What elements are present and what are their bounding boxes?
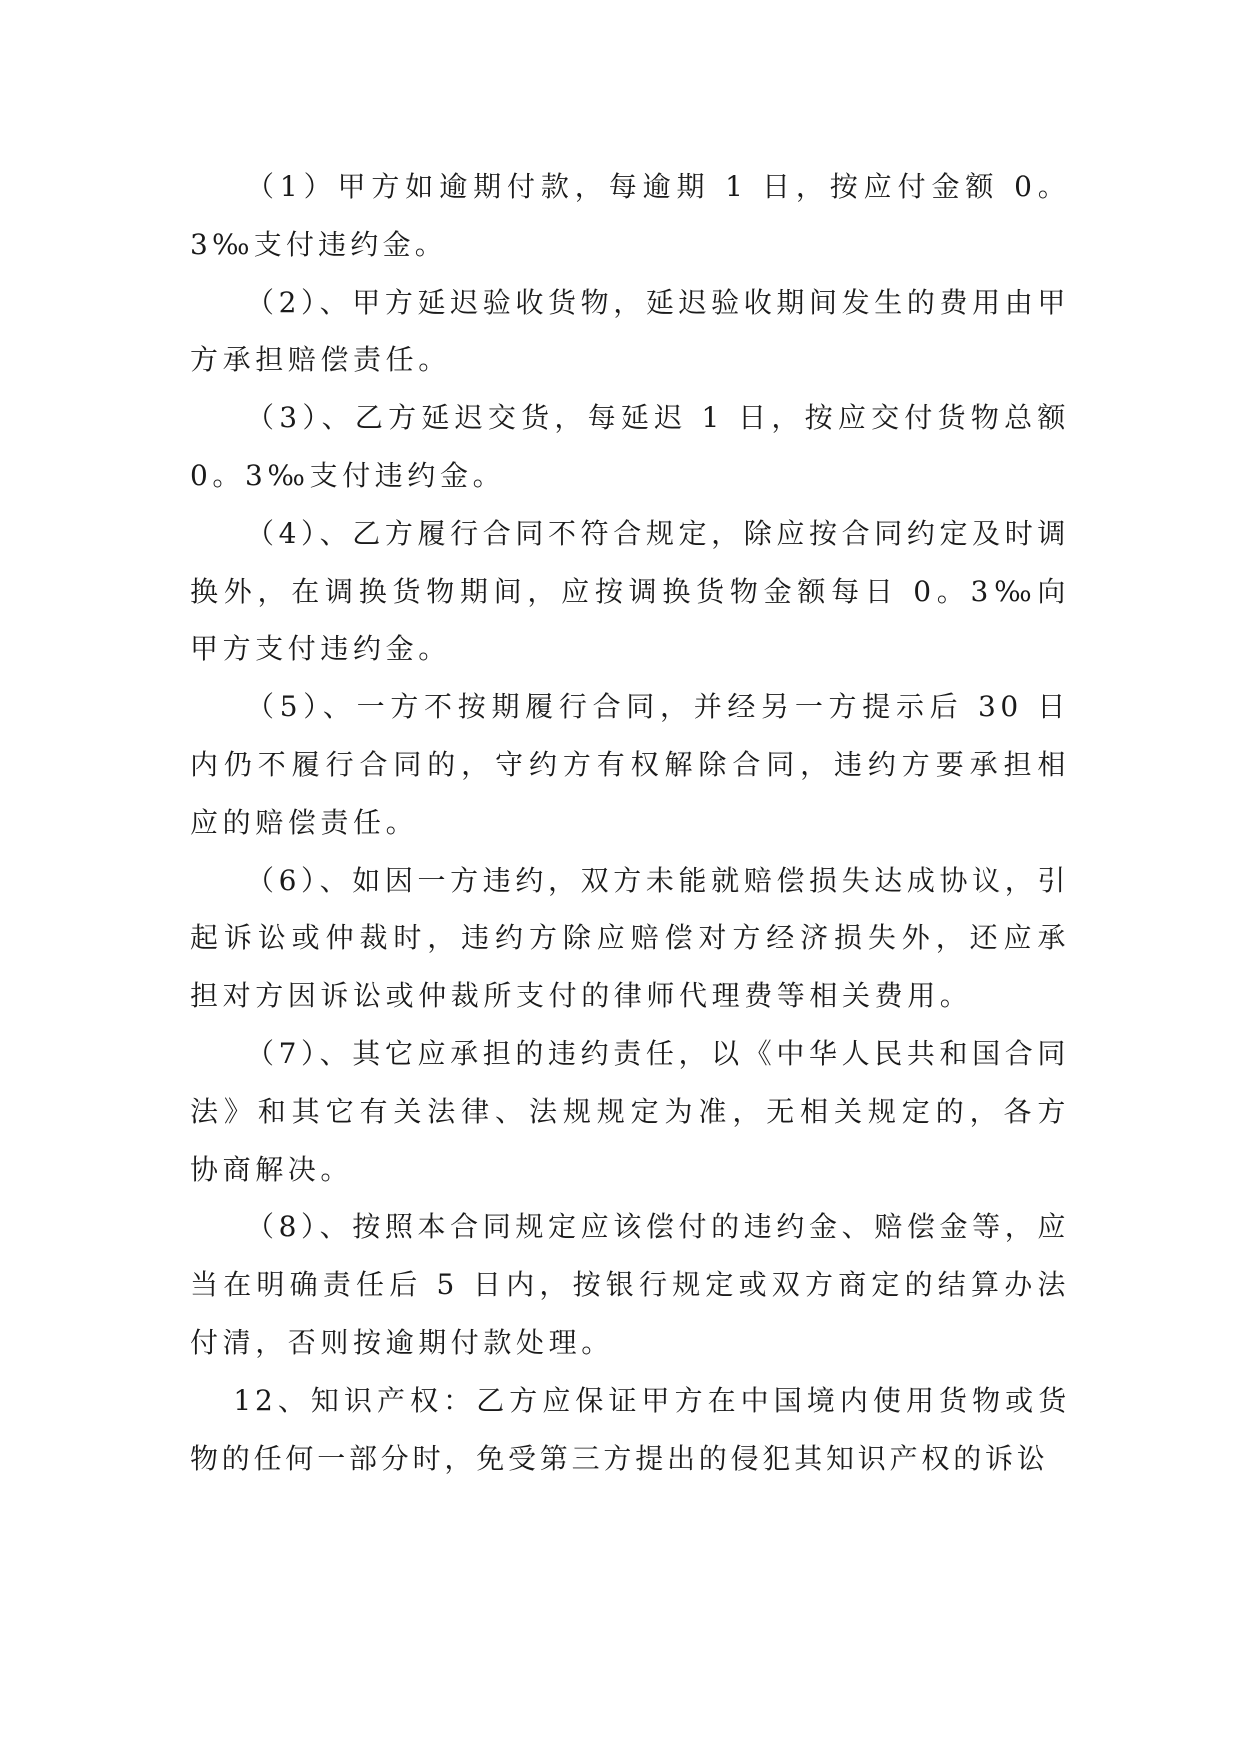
clause-7-other-liability: （7）、其它应承担的违约责任，以《中华人民共和国合同法》和其它有关法律、法规规定为准，无相关规定的，各方协商解决。 [190,1036,1070,1186]
document-body [190,158,1070,1487]
clause-2-delayed-acceptance: （2）、甲方延迟验收货物，延迟验收期间发生的费用由甲方承担赔偿责任。 [190,285,1070,377]
clause-5-termination: （5）、一方不按期履行合同，并经另一方提示后 30 日内仍不履行合同的，守约方有权解除合同，违约方要承担相应的赔偿责任。 [190,690,1070,839]
clause-6-litigation-costs: （6）、如因一方违约，双方未能就赔偿损失达成协议，引起诉讼或仲裁时，违约方除应赔偿对方经济损失外，还应承担对方因诉讼或仲裁所支付的律师代理费等相关费用。 [190,863,1070,1013]
clause-8-payment-of-penalties: （8）、按照本合同规定应该偿付的违约金、赔偿金等，应当在明确责任后 5 日内，按银行规定或双方商定的结算办法付清，否则按逾期付款处理。 [190,1210,1070,1359]
clause-4-nonconforming-performance: （4）、乙方履行合同不符合规定，除应按合同约定及时调换外，在调换货物期间，应按调换货物金额每日 0。3‰向甲方支付违约金。 [190,516,1070,666]
section-12-intellectual-property: 12、知识产权：乙方应保证甲方在中国境内使用货物或货物的任何一部分时，免受第三方提出的侵犯其知识产权的诉讼 [190,1383,1070,1475]
clause-1-late-payment: （1）甲方如逾期付款，每逾期 1 日，按应付金额 0。3‰支付违约金。 [190,170,1070,261]
clause-3-delayed-delivery: （3）、乙方延迟交货，每延迟 1 日，按应交付货物总额 0。3‰支付违约金。 [190,401,1070,492]
